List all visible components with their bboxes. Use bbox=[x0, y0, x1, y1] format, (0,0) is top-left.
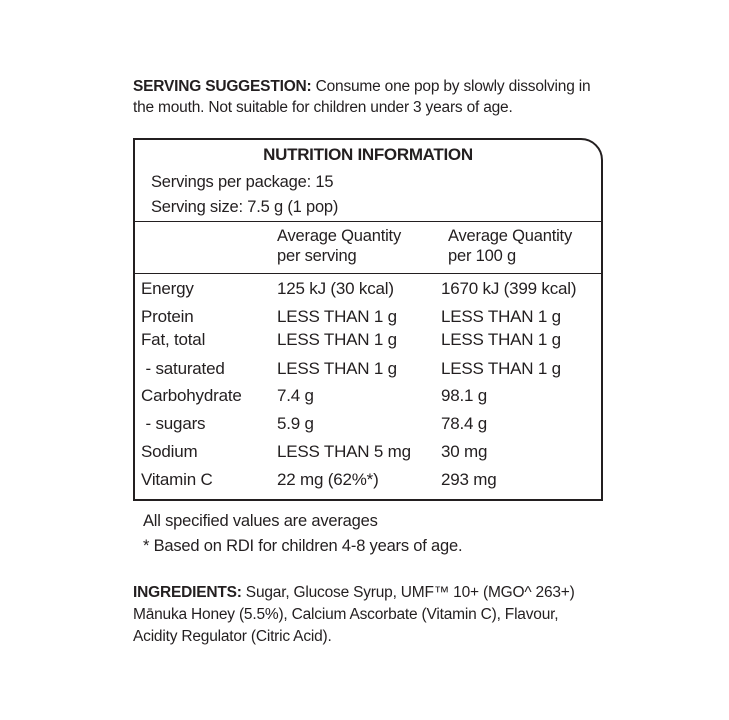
nutrient-name: - sugars bbox=[141, 414, 206, 433]
per-100g-value: 98.1 g bbox=[441, 386, 488, 405]
nutrient-name: Fat, total bbox=[141, 330, 206, 349]
ingredients bbox=[133, 582, 603, 648]
nutrition-row-sodium bbox=[135, 442, 601, 470]
nutrition-row-saturated bbox=[135, 359, 601, 387]
divider-header bbox=[135, 221, 601, 222]
per-100g-value: 293 mg bbox=[441, 470, 497, 489]
ingredients-text: Sugar, Glucose Syrup, UMF™ 10+ (MGO^ 263+) Mānuka Honey (5.5%), Calcium Ascorbate (Vitamin C), Flavour, Acidity Regulator (Citric Acid). bbox=[133, 584, 575, 645]
nutrient-name: - saturated bbox=[141, 359, 225, 378]
per-serving-value: 7.4 g bbox=[277, 386, 314, 405]
per-serving-value: 125 kJ (30 kcal) bbox=[277, 279, 394, 298]
nutrient-name: Sodium bbox=[141, 442, 198, 461]
nutrient-name: Carbohydrate bbox=[141, 386, 242, 405]
servings-per-package: Servings per package: 15 bbox=[151, 173, 334, 191]
nutrient-name: Energy bbox=[141, 279, 194, 298]
footnote-averages: All specified values are averages bbox=[143, 512, 378, 530]
serving-suggestion bbox=[133, 76, 603, 118]
divider-columns bbox=[135, 273, 601, 274]
per-serving-value: 22 mg (62%*) bbox=[277, 470, 379, 489]
nutrition-row-energy bbox=[135, 279, 601, 307]
nutrition-row-sugars bbox=[135, 414, 601, 442]
nutrition-row-fat-total bbox=[135, 330, 601, 358]
column-header-per-100g bbox=[448, 226, 572, 266]
nutrient-name: Vitamin C bbox=[141, 470, 213, 489]
ingredients-label: INGREDIENTS: bbox=[133, 584, 242, 601]
per-serving-value: LESS THAN 5 mg bbox=[277, 442, 411, 461]
column-header-per-100g-line2: per 100 g bbox=[448, 247, 516, 265]
nutrition-title: NUTRITION INFORMATION bbox=[263, 145, 473, 164]
per-100g-value: 78.4 g bbox=[441, 414, 488, 433]
per-100g-value: LESS THAN 1 g bbox=[441, 359, 561, 378]
per-100g-value: 1670 kJ (399 kcal) bbox=[441, 279, 577, 298]
per-100g-value: 30 mg bbox=[441, 442, 488, 461]
serving-size: Serving size: 7.5 g (1 pop) bbox=[151, 198, 339, 216]
nutrition-row-carbohydrate bbox=[135, 386, 601, 414]
column-header-per-serving bbox=[277, 226, 401, 266]
column-header-per-serving-line2: per serving bbox=[277, 247, 357, 265]
per-serving-value: LESS THAN 1 g bbox=[277, 307, 397, 326]
nutrient-name: Protein bbox=[141, 307, 194, 326]
serving-suggestion-label: SERVING SUGGESTION: bbox=[133, 78, 312, 95]
footnote-rdi: * Based on RDI for children 4-8 years of age. bbox=[143, 537, 463, 555]
column-header-per-serving-line1: Average Quantity bbox=[277, 227, 401, 245]
per-serving-value: LESS THAN 1 g bbox=[277, 359, 397, 378]
nutrition-row-vitamin-c bbox=[135, 470, 601, 498]
per-100g-value: LESS THAN 1 g bbox=[441, 330, 561, 349]
per-serving-value: 5.9 g bbox=[277, 414, 314, 433]
per-serving-value: LESS THAN 1 g bbox=[277, 330, 397, 349]
nutrition-panel bbox=[133, 138, 603, 501]
per-100g-value: LESS THAN 1 g bbox=[441, 307, 561, 326]
column-header-per-100g-line1: Average Quantity bbox=[448, 227, 572, 245]
serving-suggestion-text: Consume one pop by slowly dissolving in the mouth. Not suitable for children under 3 years of age. bbox=[133, 78, 591, 116]
